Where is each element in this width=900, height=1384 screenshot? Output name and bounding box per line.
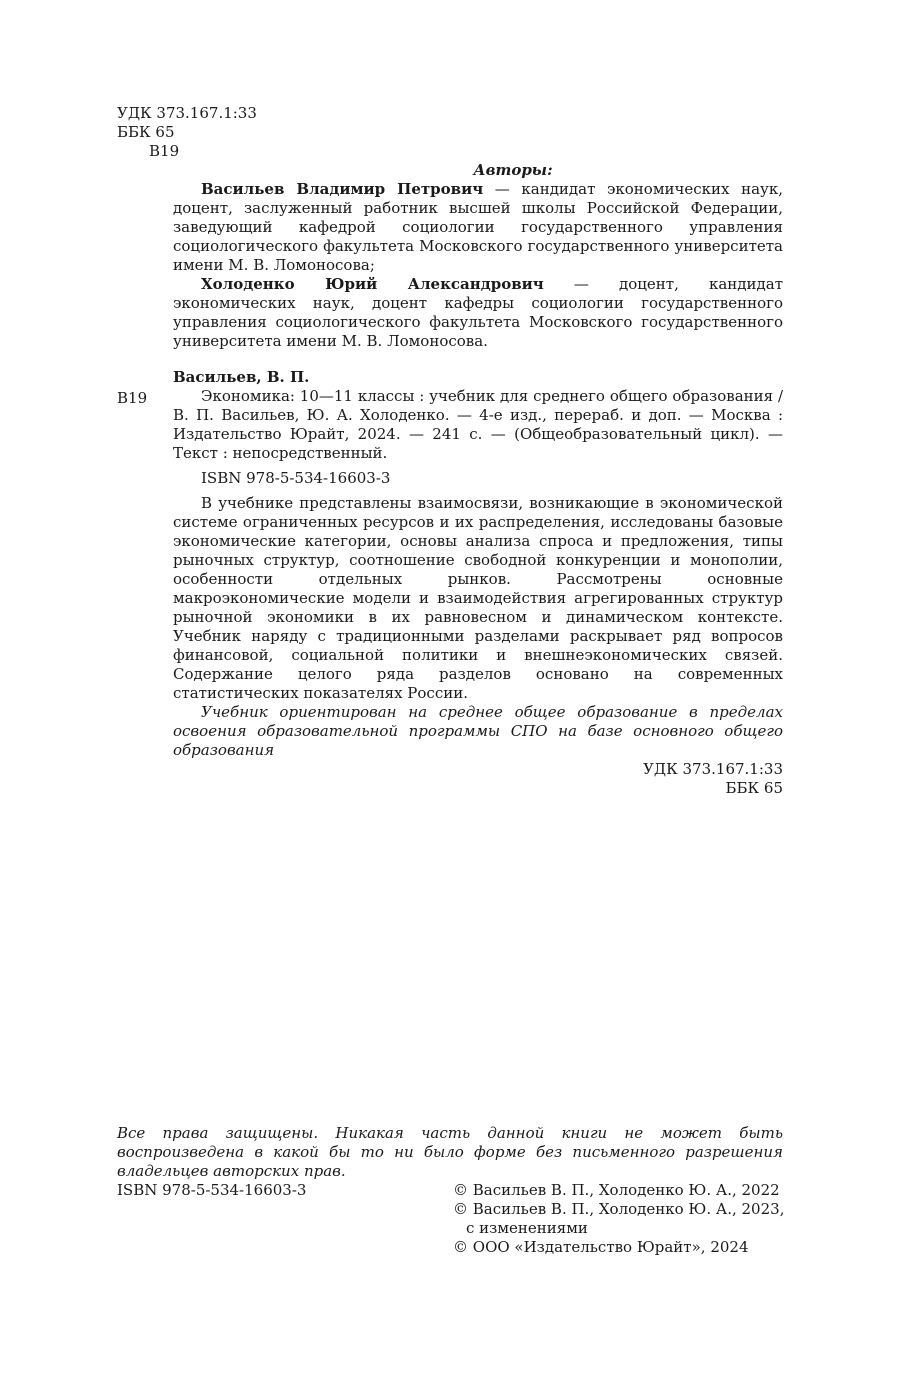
author-description: — кандидат экономических наук, доцент, заслуженный работник высшей школы Российской Федерации, заведующий кафедрой социологии государственного управления социологического факультета Московского государственного университета имени М. В. Ломоносова; xyxy=(173,180,783,274)
copyright-line: © ООО «Издательство Юрайт», 2024 xyxy=(453,1238,749,1256)
copyright-line: с изменениями xyxy=(466,1219,588,1237)
isbn-line: ISBN 978-5-534-16603-3 xyxy=(201,469,391,487)
bbk-code-bottom: ББК 65 xyxy=(725,779,783,797)
annotation: В учебнике представлены взаимосвязи, возникающие в экономической системе ограниченных ресурсов и их распределения, исследованы базовые экономические категории, основы анализа спроса и предложения, типы рыночных структур, соотношение свободной конкуренции и монополии, особенности отдельных рынков. Рассмотрены основные макроэкономические модели и взаимодействия агрегированных структур рыночной экономики в их равновесном и динамическом контексте. Учебник наряду с традиционными разделами раскрывает ряд вопросов финансовой, социальной политики и внешнеэкономических связей. Содержание целого ряда разделов основано на современных статистических показателях России. xyxy=(173,494,783,702)
author-mark: В19 xyxy=(149,142,180,160)
bib-heading: Васильев, В. П. xyxy=(173,368,310,386)
author-description: — доцент, кандидат экономических наук, доцент кафедры социологии государственного управления социологического факультета Московского государственного университета имени М. В. Ломоносова. xyxy=(173,275,783,350)
bib-record xyxy=(173,387,783,798)
authors-heading: Авторы: xyxy=(473,161,553,179)
isbn-bottom: ISBN 978-5-534-16603-3 xyxy=(117,1181,307,1199)
udk-code-bottom: УДК 373.167.1:33 xyxy=(643,760,783,778)
author-name: Холоденко Юрий Александрович xyxy=(201,275,544,293)
bib-description: Экономика: 10—11 классы : учебник для среднего общего образования / В. П. Васильев, Ю. А. Холоденко. — 4-е изд., перераб. и доп. — Москва : Издательство Юрайт, 2024. — 241 с. — (Общеобразовательный цикл). — Текст : непосредственный. xyxy=(173,387,783,462)
author-entry xyxy=(173,180,783,275)
authors-section xyxy=(173,161,783,351)
audience-note: Учебник ориентирован на среднее общее образование в пределах освоения образовательной программы СПО на базе основного общего образования xyxy=(173,703,783,759)
copyright-block xyxy=(453,1181,784,1257)
author-entry xyxy=(173,275,783,351)
udk-code: УДК 373.167.1:33 xyxy=(117,104,257,122)
author-name: Васильев Владимир Петрович xyxy=(201,180,484,198)
rights-notice: Все права защищены. Никакая часть данной книги не может быть воспроизведена в какой бы то ни было форме без письменного разрешения владельцев авторских прав. xyxy=(117,1124,783,1180)
classification-block xyxy=(117,104,257,161)
bbk-code: ББК 65 xyxy=(117,123,175,141)
bib-author-mark: В19 xyxy=(117,389,148,407)
copyright-line: © Васильев В. П., Холоденко Ю. А., 2022 xyxy=(453,1181,780,1199)
copyright-line: © Васильев В. П., Холоденко Ю. А., 2023, xyxy=(453,1200,785,1218)
